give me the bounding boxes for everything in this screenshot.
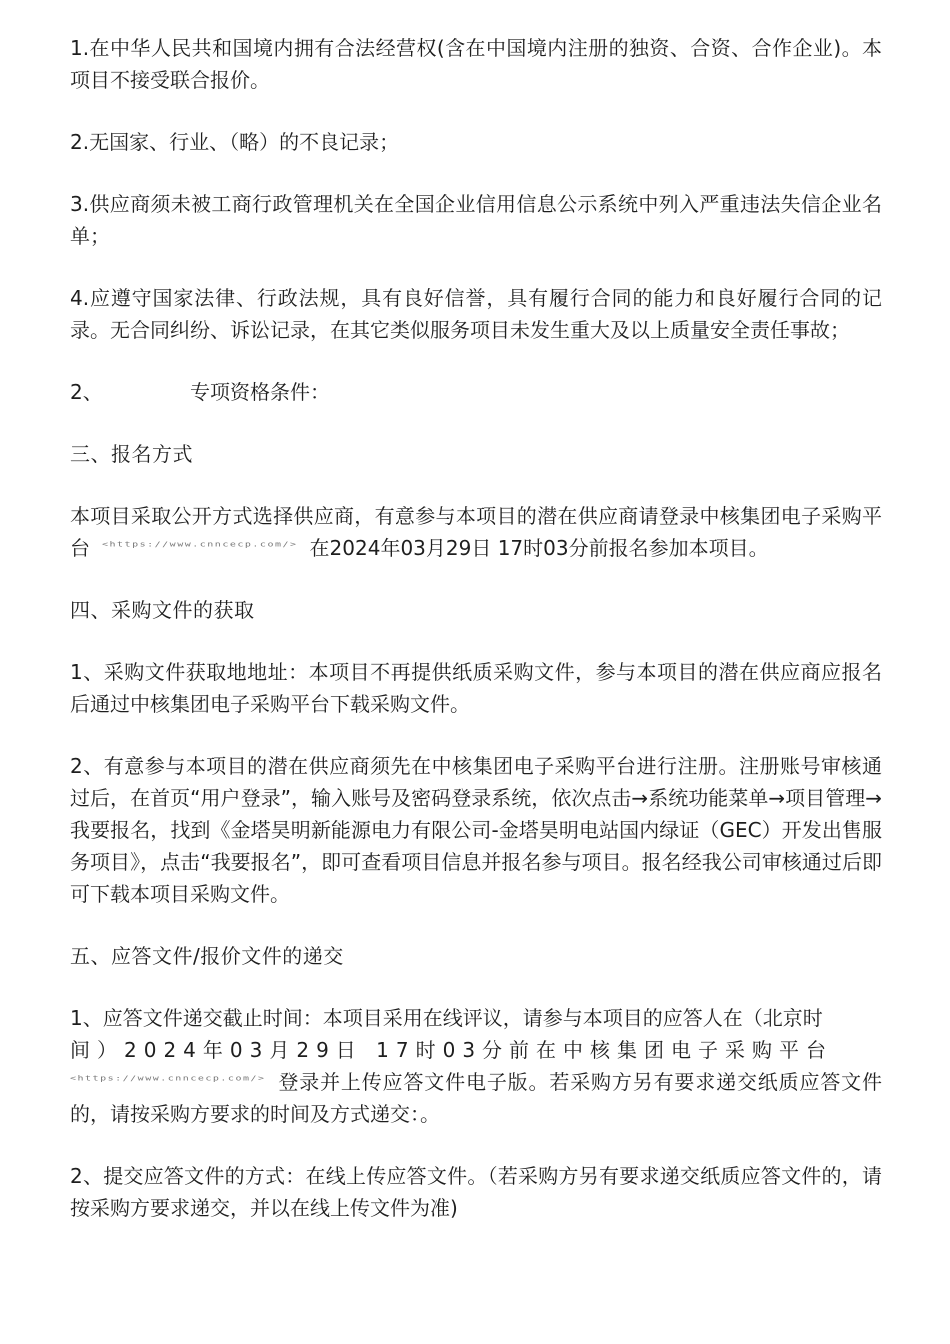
section-5-title: 五、应答文件/报价文件的递交 [70, 944, 344, 968]
special-qualification [70, 376, 882, 408]
section-3-body [70, 500, 882, 564]
special-qualification-number: 2、 [70, 380, 103, 404]
section-5-item-1-rest: 登录并上传应答文件电子版。若采购方另有要求递交纸质应答文件的，请按采购方要求的时间及方式递交：。 [70, 1070, 882, 1126]
qualification-item-3: 3.供应商须未被工商行政管理机关在全国企业信用信息公示系统中列入严重违法失信企业名单； [70, 192, 882, 248]
section-4-title: 四、采购文件的获取 [70, 598, 255, 622]
document-page [70, 32, 882, 1224]
section-3-text-after: 在2024年03月29日 17时03分前报名参加本项目。 [309, 536, 769, 560]
section-5-item-1-line-1: 1、应答文件递交截止时间：本项目采用在线评议，请参与本项目的应答人在（北京时 [70, 1006, 823, 1030]
special-qualification-label: 专项资格条件： [190, 380, 330, 404]
section-4-item-1: 1、采购文件获取地地址：本项目不再提供纸质采购文件，参与本项目的潜在供应商应报名后通过中核集团电子采购平台下载采购文件。 [70, 660, 882, 716]
section-5-item-2: 2、提交应答文件的方式：在线上传应答文件。（若采购方另有要求递交纸质应答文件的，请按采购方要求递交，并以在线上传文件为准) [70, 1164, 882, 1220]
qualification-item-2: 2.无国家、行业、（略）的不良记录； [70, 130, 400, 154]
section-5-item-1 [70, 1002, 882, 1130]
response-platform-url: <https://www.cnncecp.com/> [70, 1074, 266, 1083]
section-5-item-1-line-2: 间）2024年03月29日 17时03分前在中核集团电子采购平台 [70, 1038, 834, 1062]
procurement-platform-url: <https://www.cnncecp.com/> [102, 540, 298, 549]
section-3-text-before: 本项目采取公开方式选择供应商，有意参与本项目的潜在供应商请登录中核集团电子采购平台 [70, 504, 882, 560]
section-3-title: 三、报名方式 [70, 442, 193, 466]
qualification-item-4: 4.应遵守国家法律、行政法规，具有良好信誉，具有履行合同的能力和良好履行合同的记录。无合同纠纷、诉讼记录，在其它类似服务项目未发生重大及以上质量安全责任事故； [70, 286, 882, 342]
qualification-item-1: 1.在中华人民共和国境内拥有合法经营权(含在中国境内注册的独资、合资、合作企业)。本项目不接受联合报价。 [70, 36, 882, 92]
section-4-item-2: 2、有意参与本项目的潜在供应商须先在中核集团电子采购平台进行注册。注册账号审核通过后，在首页“用户登录”，输入账号及密码登录系统，依次点击→系统功能菜单→项目管理→我要报名，找到《金塔昊明新能源电力有限公司-金塔昊明电站国内绿证（GEC）开发出售服务项目》，点击“我要报名”，即可查看项目信息并报名参与项目。报名经我公司审核通过后即可下载本项目采购文件。 [70, 754, 882, 906]
